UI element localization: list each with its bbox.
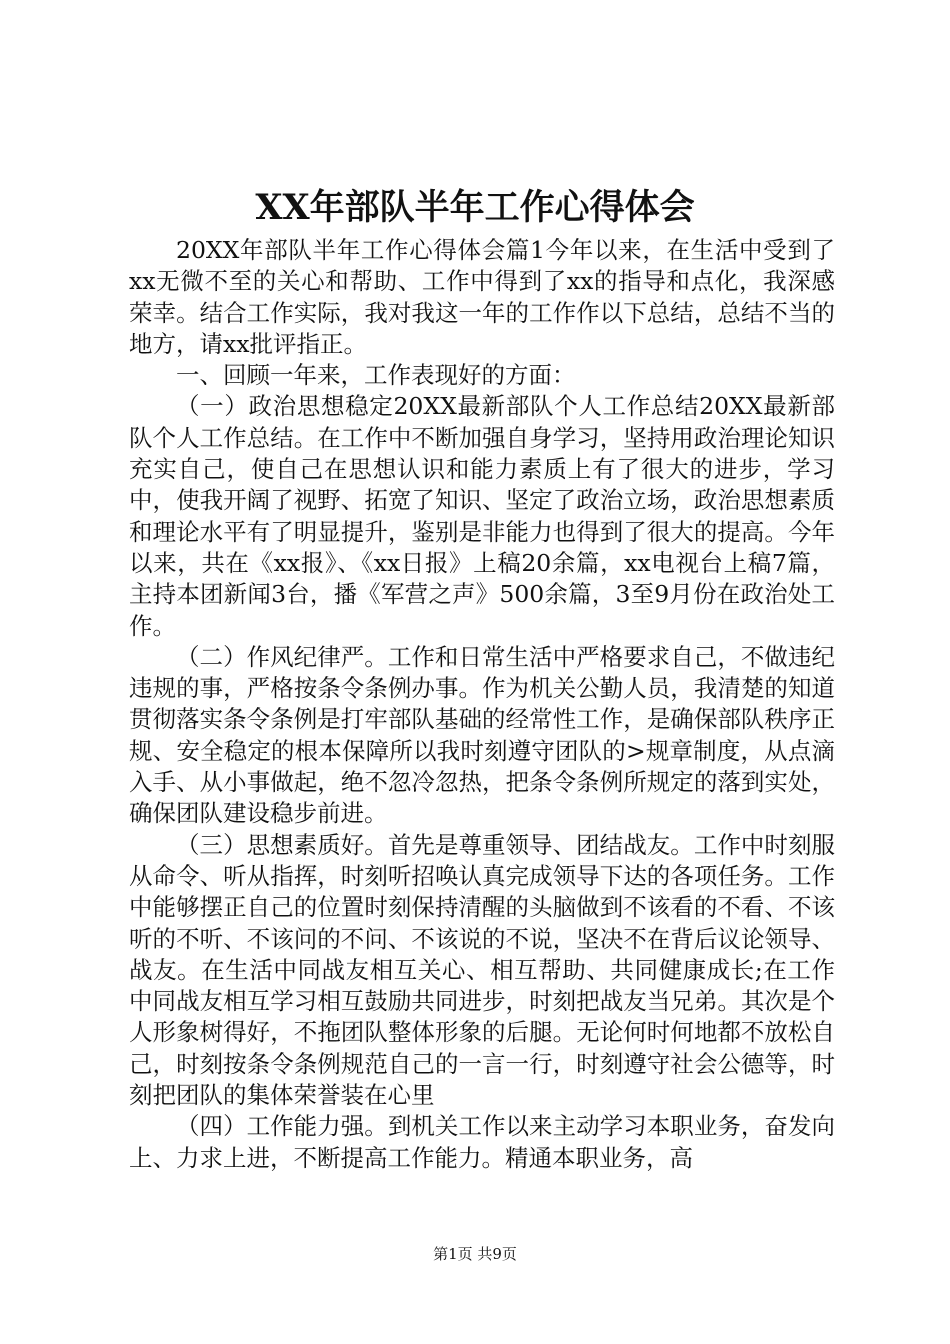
paragraph-item-2: （二）作风纪律严。工作和日常生活中严格要求自己，不做违纪违规的事，严格按条令条例办事。作为机关公勤人员，我清楚的知道贯彻落实条令条例是打牢部队基础的经常性工作，是确保部队秩序正规、安全稳定的根本保障所以我时刻遵守团队的>规章制度，从点滴入手、从小事做起，绝不忽冷忽热，把条令条例所规定的落到实处，确保团队建设稳步前进。 (129, 642, 835, 828)
paragraph-item-3: （三）思想素质好。首先是尊重领导、团结战友。工作中时刻服从命令、听从指挥，时刻听招唤认真完成领导下达的各项任务。工作中能够摆正自己的位置时刻保持清醒的头脑做到不该看的不看、不该听的不听、不该问的不问、不该说的不说，坚决不在背后议论领导、战友。在生活中同战友相互关心、相互帮助、共同健康成长;在工作中同战友相互学习相互鼓励共同进步，时刻把战友当兄弟。其次是个人形象树得好，不拖团队整体形象的后腿。无论何时何地都不放松自己，时刻按条令条例规范自己的一言一行，时刻遵守社会公德等，时刻把团队的集体荣誉装在心里 (129, 830, 835, 1110)
paragraph-intro: 20XX年部队半年工作心得体会篇1今年以来，在生活中受到了xx无微不至的关心和帮助、工作中得到了xx的指导和点化，我深感荣幸。结合工作实际，我对我这一年的工作作以下总结，总结不当的地方，请xx批评指正。 (129, 236, 835, 358)
paragraph-section-heading: 一、回顾一年来，工作表现好的方面： (176, 361, 576, 390)
paragraph-item-1: （一）政治思想稳定20XX最新部队个人工作总结20XX最新部队个人工作总结。在工作中不断加强自身学习，坚持用政治理论知识充实自己，使自己在思想认识和能力素质上有了很大的进步，学习中，使我开阔了视野、拓宽了知识、坚定了政治立场，政治思想素质和理论水平有了明显提升，鉴别是非能力也得到了很大的提高。今年以来，共在《xx报》、《xx日报》上稿20余篇，xx电视台上稿7篇，主持本团新闻3台，播《军营之声》500余篇，3至9月份在政治处工作。 (129, 392, 835, 640)
document-title: XX年部队半年工作心得体会 (255, 187, 695, 228)
document-body (129, 235, 835, 1174)
paragraph-item-4: （四）工作能力强。到机关工作以来主动学习本职业务，奋发向上、力求上进，不断提高工作能力。精通本职业务，高 (129, 1112, 835, 1172)
page-number-footer: 第1页 共9页 (433, 1245, 517, 1263)
